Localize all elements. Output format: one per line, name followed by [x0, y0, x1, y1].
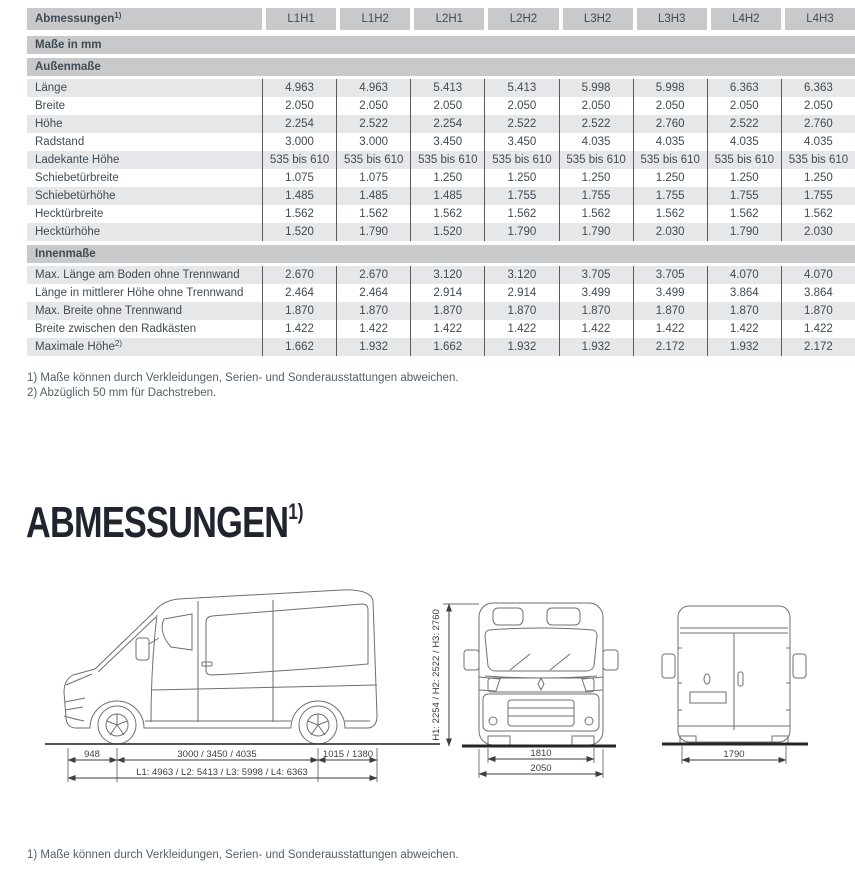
column-header: L2H1 — [414, 8, 484, 30]
cell-value: 1.075 — [262, 169, 336, 187]
table-title: Abmessungen — [35, 13, 115, 25]
footnotes-top — [27, 371, 459, 400]
cell-value: 2.914 — [484, 284, 558, 302]
cell-value: 1.870 — [336, 302, 410, 320]
van-rear-view-drawing — [650, 588, 855, 778]
unit-bar — [27, 36, 855, 54]
cell-value: 1.485 — [336, 187, 410, 205]
footnote-1-bottom: 1) Maße können durch Verkleidungen, Serien- und Sonderausstattungen abweichen. — [27, 849, 459, 861]
row-label — [27, 338, 262, 356]
cell-value: 2.050 — [262, 97, 336, 115]
section-heading — [26, 498, 382, 547]
table-row — [27, 151, 855, 169]
cell-value: 1.422 — [559, 320, 633, 338]
row-label-text: Maximale Höhe — [35, 341, 115, 353]
cell-value: 535 bis 610 — [781, 151, 855, 169]
row-label — [27, 97, 262, 115]
cell-value: 1.755 — [633, 187, 707, 205]
cell-value: 4.035 — [781, 133, 855, 151]
row-label — [27, 133, 262, 151]
cell-value: 1.755 — [707, 187, 781, 205]
table-row — [27, 205, 855, 223]
side-dimensions — [68, 748, 377, 782]
row-label-text: Max. Länge am Boden ohne Trennwand — [35, 269, 240, 281]
row-label-text: Radstand — [35, 136, 85, 148]
heading-text: ABMESSUNGEN — [26, 498, 289, 547]
cell-value: 2.760 — [633, 115, 707, 133]
cell-value: 2.522 — [707, 115, 781, 133]
cell-value: 1.790 — [707, 223, 781, 241]
row-label-text: Ladekante Höhe — [35, 154, 120, 166]
cell-value: 1.250 — [559, 169, 633, 187]
cell-value: 3.120 — [410, 266, 484, 284]
row-label-text: Höhe — [35, 118, 63, 130]
cell-value: 535 bis 610 — [633, 151, 707, 169]
cell-value: 1.422 — [336, 320, 410, 338]
cell-value: 2.522 — [336, 115, 410, 133]
cell-value: 5.998 — [559, 79, 633, 97]
van-front-body — [464, 603, 618, 745]
van-side-body — [64, 590, 377, 744]
cell-value: 4.070 — [781, 266, 855, 284]
heading-sup: 1) — [288, 499, 304, 524]
cell-value: 535 bis 610 — [484, 151, 558, 169]
dim-track: 1810 — [530, 748, 552, 759]
footnote-2: 2) Abzüglich 50 mm für Dachstreben. — [27, 386, 217, 399]
van-front-view-drawing — [430, 590, 645, 785]
cell-value: 1.755 — [781, 187, 855, 205]
cell-value: 1.250 — [484, 169, 558, 187]
cell-value: 2.254 — [410, 115, 484, 133]
row-label — [27, 320, 262, 338]
table-title-sup: 1) — [114, 11, 122, 20]
cell-value: 535 bis 610 — [410, 151, 484, 169]
cell-value: 1.562 — [484, 205, 558, 223]
cell-value: 1.790 — [559, 223, 633, 241]
cell-value: 1.075 — [336, 169, 410, 187]
cell-value: 1.422 — [633, 320, 707, 338]
dim-height: H1: 2254 / H2: 2522 / H3: 2760 — [431, 609, 442, 741]
table-row — [27, 320, 855, 338]
row-label-text: Breite zwischen den Radkästen — [35, 323, 197, 335]
row-label — [27, 223, 262, 241]
cell-value: 1.520 — [410, 223, 484, 241]
row-label — [27, 302, 262, 320]
dim-total-length: L1: 4963 / L2: 5413 / L3: 5998 / L4: 6363 — [136, 767, 308, 778]
cell-value: 1.422 — [410, 320, 484, 338]
cell-value: 3.000 — [262, 133, 336, 151]
cell-value: 4.035 — [633, 133, 707, 151]
cell-value: 5.998 — [633, 79, 707, 97]
cell-value: 1.870 — [633, 302, 707, 320]
dim-rear-overhang: 1015 / 1380 — [322, 749, 374, 760]
row-label-text: Schiebetürbreite — [35, 172, 119, 184]
row-label-text: Breite — [35, 100, 66, 112]
row-label — [27, 169, 262, 187]
cell-value: 1.250 — [410, 169, 484, 187]
row-label-text: Schiebetürhöhe — [35, 190, 116, 202]
column-header: L3H3 — [637, 8, 707, 30]
cell-value: 1.755 — [559, 187, 633, 205]
dim-front-overhang: 948 — [84, 749, 100, 760]
cell-value: 3.864 — [707, 284, 781, 302]
van-side-view-drawing — [40, 570, 450, 790]
cell-value: 1.562 — [262, 205, 336, 223]
cell-value: 535 bis 610 — [559, 151, 633, 169]
cell-value: 1.932 — [484, 338, 558, 356]
cell-value: 535 bis 610 — [262, 151, 336, 169]
cell-value: 1.422 — [781, 320, 855, 338]
cell-value: 1.485 — [410, 187, 484, 205]
cell-value: 1.870 — [484, 302, 558, 320]
column-header: L1H1 — [266, 8, 336, 30]
row-label — [27, 205, 262, 223]
cell-value: 1.870 — [781, 302, 855, 320]
table-header-row — [27, 8, 855, 30]
cell-value: 1.422 — [262, 320, 336, 338]
cell-value: 1.562 — [336, 205, 410, 223]
cell-value: 2.050 — [336, 97, 410, 115]
cell-value: 4.035 — [707, 133, 781, 151]
cell-value: 1.562 — [559, 205, 633, 223]
cell-value: 1.662 — [410, 338, 484, 356]
cell-value: 2.522 — [484, 115, 558, 133]
dim-wheelbase: 3000 / 3450 / 4035 — [177, 749, 257, 760]
cell-value: 3.120 — [484, 266, 558, 284]
footnote-bottom — [27, 848, 459, 863]
row-label-text: Hecktürhöhe — [35, 226, 101, 238]
column-header: L4H2 — [711, 8, 781, 30]
cell-value: 3.705 — [633, 266, 707, 284]
dim-rear-width: 1790 — [723, 749, 745, 760]
van-rear-body — [662, 606, 806, 744]
cell-value: 1.250 — [707, 169, 781, 187]
table-row — [27, 338, 855, 356]
cell-value: 1.562 — [410, 205, 484, 223]
cell-value: 1.870 — [262, 302, 336, 320]
table-row — [27, 187, 855, 205]
table-row — [27, 115, 855, 133]
front-dimensions — [431, 604, 603, 778]
section-bar — [27, 58, 855, 76]
cell-value: 2.464 — [336, 284, 410, 302]
cell-value: 2.050 — [559, 97, 633, 115]
column-header: L3H2 — [563, 8, 633, 30]
cell-value: 2.050 — [484, 97, 558, 115]
dim-width: 2050 — [530, 763, 552, 774]
cell-value: 2.670 — [262, 266, 336, 284]
cell-value: 1.662 — [262, 338, 336, 356]
table-row — [27, 223, 855, 241]
cell-value: 2.172 — [633, 338, 707, 356]
row-label-text: Länge in mittlerer Höhe ohne Trennwand — [35, 287, 244, 299]
cell-value: 3.450 — [484, 133, 558, 151]
spec-table-sections — [27, 58, 855, 356]
cell-value: 1.870 — [707, 302, 781, 320]
table-row — [27, 133, 855, 151]
section-title: Innenmaße — [35, 248, 96, 260]
cell-value: 2.670 — [336, 266, 410, 284]
table-row — [27, 302, 855, 320]
column-header: L2H2 — [488, 8, 558, 30]
cell-value: 1.562 — [781, 205, 855, 223]
cell-value: 3.450 — [410, 133, 484, 151]
cell-value: 2.464 — [262, 284, 336, 302]
cell-value: 1.932 — [559, 338, 633, 356]
dimensions-table — [27, 8, 855, 356]
cell-value: 2.522 — [559, 115, 633, 133]
row-label — [27, 284, 262, 302]
cell-value: 4.963 — [262, 79, 336, 97]
cell-value: 3.499 — [633, 284, 707, 302]
rear-dimensions — [682, 746, 786, 764]
cell-value: 1.790 — [484, 223, 558, 241]
section-bar — [27, 245, 855, 263]
row-label-text: Länge — [35, 82, 67, 94]
cell-value: 1.932 — [336, 338, 410, 356]
cell-value: 535 bis 610 — [336, 151, 410, 169]
cell-value: 1.755 — [484, 187, 558, 205]
cell-value: 5.413 — [410, 79, 484, 97]
column-header: L4H3 — [785, 8, 855, 30]
cell-value: 2.254 — [262, 115, 336, 133]
cell-value: 2.050 — [410, 97, 484, 115]
cell-value: 2.030 — [633, 223, 707, 241]
cell-value: 5.413 — [484, 79, 558, 97]
cell-value: 1.485 — [262, 187, 336, 205]
row-label — [27, 151, 262, 169]
row-label — [27, 187, 262, 205]
cell-value: 1.562 — [633, 205, 707, 223]
table-row — [27, 284, 855, 302]
column-header: L1H2 — [340, 8, 410, 30]
cell-value: 2.172 — [781, 338, 855, 356]
cell-value: 1.870 — [410, 302, 484, 320]
row-label-text: Hecktürbreite — [35, 208, 104, 220]
cell-value: 3.499 — [559, 284, 633, 302]
cell-value: 1.250 — [633, 169, 707, 187]
cell-value: 1.562 — [707, 205, 781, 223]
cell-value: 1.520 — [262, 223, 336, 241]
table-row — [27, 266, 855, 284]
cell-value: 6.363 — [781, 79, 855, 97]
cell-value: 4.035 — [559, 133, 633, 151]
cell-value: 1.870 — [559, 302, 633, 320]
cell-value: 1.790 — [336, 223, 410, 241]
cell-value: 2.914 — [410, 284, 484, 302]
cell-value: 2.050 — [707, 97, 781, 115]
cell-value: 535 bis 610 — [707, 151, 781, 169]
cell-value: 4.070 — [707, 266, 781, 284]
table-title-cell — [27, 8, 262, 30]
unit-bar-label: Maße in mm — [35, 39, 102, 51]
cell-value: 2.030 — [781, 223, 855, 241]
cell-value: 1.250 — [781, 169, 855, 187]
cell-value: 1.422 — [484, 320, 558, 338]
cell-value: 1.932 — [707, 338, 781, 356]
table-row — [27, 97, 855, 115]
cell-value: 3.705 — [559, 266, 633, 284]
row-label-sup: 2) — [114, 339, 123, 348]
cell-value: 3.000 — [336, 133, 410, 151]
row-label — [27, 79, 262, 97]
cell-value: 1.422 — [707, 320, 781, 338]
table-row — [27, 169, 855, 187]
table-row — [27, 79, 855, 97]
cell-value: 6.363 — [707, 79, 781, 97]
row-label-text: Max. Breite ohne Trennwand — [35, 305, 183, 317]
section-title: Außenmaße — [35, 61, 101, 73]
row-label — [27, 266, 262, 284]
cell-value: 2.760 — [781, 115, 855, 133]
cell-value: 3.864 — [781, 284, 855, 302]
row-label — [27, 115, 262, 133]
footnote-1: 1) Maße können durch Verkleidungen, Serien- und Sonderausstattungen abweichen. — [27, 372, 459, 384]
cell-value: 4.963 — [336, 79, 410, 97]
cell-value: 2.050 — [633, 97, 707, 115]
cell-value: 2.050 — [781, 97, 855, 115]
